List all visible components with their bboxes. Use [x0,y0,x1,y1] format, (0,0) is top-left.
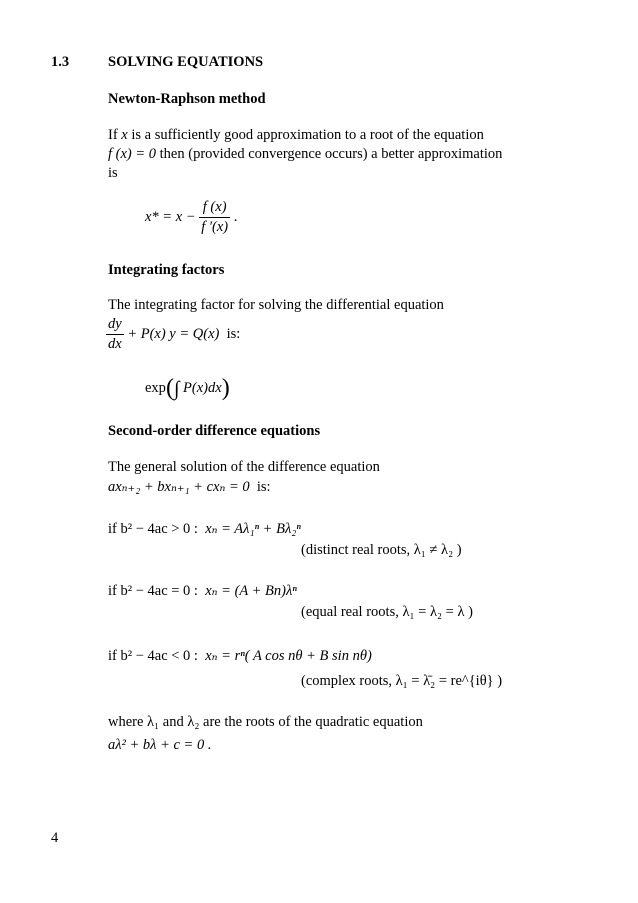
case-2-note: (equal real roots, λ₁ = λ₂ = λ ) [301,604,473,620]
case-1-note: (distinct real roots, λ₁ ≠ λ₂ ) [301,542,462,558]
integrating-line-1: The integrating factor for solving the differential equation [108,297,444,313]
newton-formula [145,199,237,236]
newton-line-1-pre: If [108,127,122,143]
case-3-condition: if b² − 4ac < 0 : [108,648,198,664]
integral-icon: ∫ [173,378,180,400]
case-3-solution: xₙ = rⁿ( A cos nθ + B sin nθ) [205,648,372,664]
integrating-equation [106,316,240,353]
newton-formula-lhs: x* = x − [145,208,196,225]
where-line: where λ₁ and λ₂ are the roots of the quadratic equation [108,714,423,730]
difference-is-label: is: [256,479,271,495]
case-1-line [108,521,301,538]
case-1-condition: if b² − 4ac > 0 : [108,521,198,537]
section-title: SOLVING EQUATIONS [108,54,264,70]
difference-equation-line [108,479,271,496]
open-paren: ( [165,375,174,401]
newton-line-2 [108,146,502,163]
page-number: 4 [51,830,59,846]
quadratic-equation: aλ² + bλ + c = 0 . [108,737,212,753]
integrand: P(x)dx [183,380,222,396]
integrating-is-label: is: [226,325,241,342]
dx-denominator: dx [108,336,122,352]
close-paren: ) [221,375,230,401]
newton-equation: f (x) = 0 [108,146,157,162]
difference-heading: Second-order difference equations [108,423,321,439]
newton-line-1-x: x [121,127,128,143]
newton-heading: Newton-Raphson method [108,91,266,107]
newton-line-2-post: then (provided convergence occurs) a better approximation [156,146,503,162]
newton-fraction [199,199,230,236]
newton-line-1-post: is a sufficiently good approximation to a root of the equation [127,127,484,143]
case-3-note: (complex roots, λ₁ = λ̄₂ = re^{iθ} ) [301,673,503,689]
newton-fraction-denominator: f ′(x) [201,219,229,235]
integrating-heading: Integrating factors [108,262,225,278]
case-3-line [108,648,372,665]
dy-dx-fraction [106,316,124,353]
integrating-factor-formula [145,375,230,402]
difference-line-1: The general solution of the difference equation [108,459,380,475]
newton-fraction-numerator: f (x) [199,199,230,218]
section-number: 1.3 [51,54,70,70]
exp-label: exp [145,380,166,396]
difference-equation: axₙ₊₂ + bxₙ₊₁ + cxₙ = 0 [108,479,250,495]
newton-line-1 [108,127,484,144]
dy-numerator: dy [106,316,124,335]
case-1-solution: xₙ = Aλ₁ⁿ + Bλ₂ⁿ [205,521,301,537]
case-2-line [108,583,297,600]
newton-formula-period: . [233,208,238,225]
case-2-solution: xₙ = (A + Bn)λⁿ [205,583,297,599]
integrating-equation-rest: + P(x) y = Q(x) [127,325,220,342]
case-2-condition: if b² − 4ac = 0 : [108,583,198,599]
newton-line-3: is [108,165,118,181]
